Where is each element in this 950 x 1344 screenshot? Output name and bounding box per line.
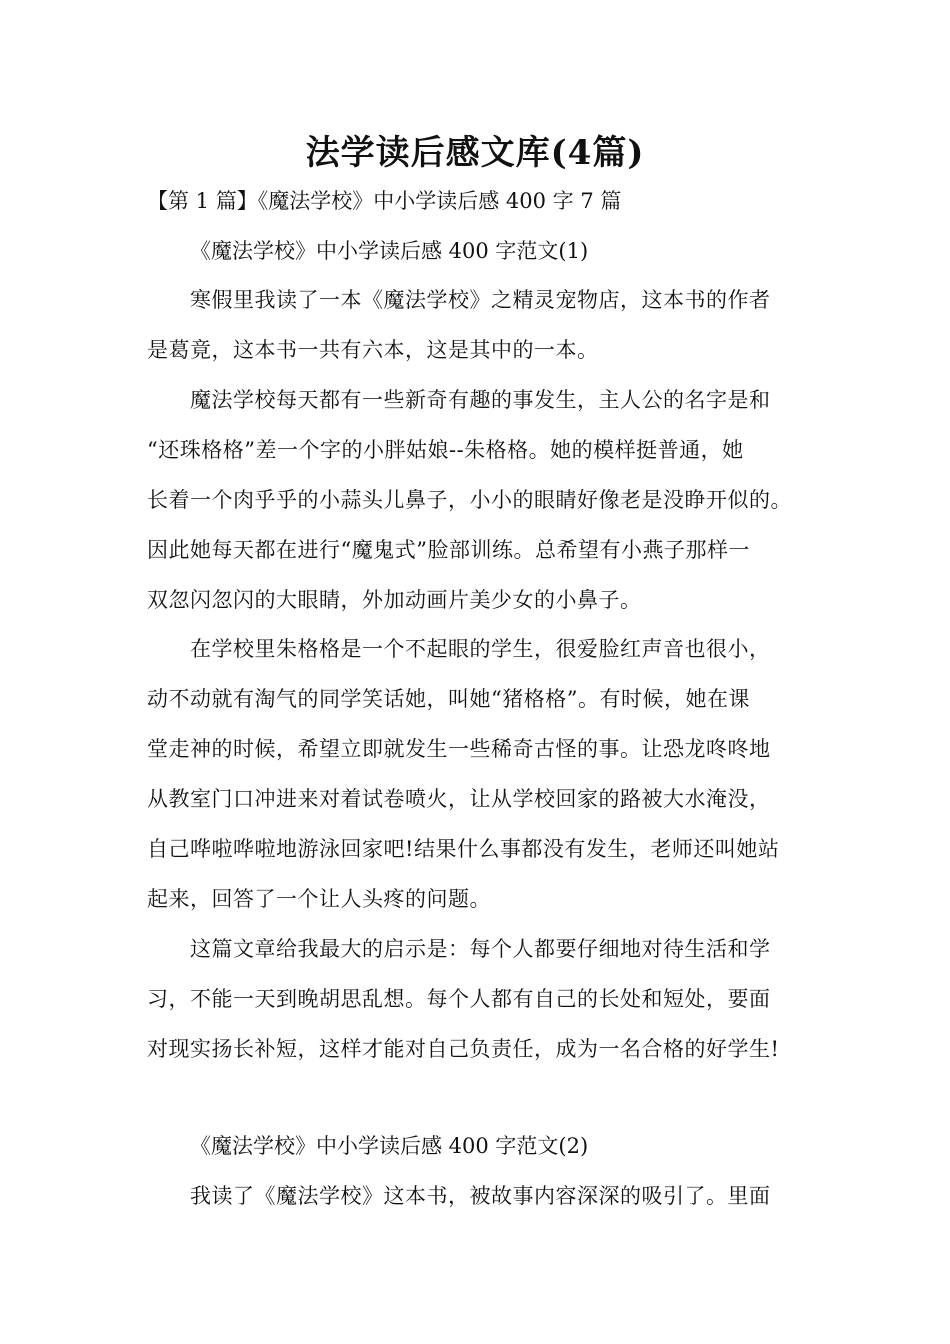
paragraph-line: 长着一个肉乎乎的小蒜头儿鼻子，小小的眼睛好像老是没睁开似的。 [147, 488, 792, 512]
paragraph-line: 我读了《魔法学校》这本书，被故事内容深深的吸引了。里面 [190, 1184, 771, 1208]
paragraph-1 [147, 275, 817, 375]
paragraph-4 [147, 924, 817, 1074]
section-heading: 【第 1 篇】《魔法学校》中小学读后感 400 字 7 篇 [147, 189, 622, 213]
paragraph-line: 双忽闪忽闪的大眼睛，外加动画片美少女的小鼻子。 [147, 588, 642, 612]
paragraph-line: 堂走神的时候，希望立即就发生一些稀奇古怪的事。让恐龙咚咚地 [147, 737, 771, 761]
paragraph-line: 起来，回答了一个让人头疼的问题。 [147, 887, 491, 911]
paragraph-line: 魔法学校每天都有一些新奇有趣的事发生，主人公的名字是和 [190, 388, 771, 412]
paragraph-3 [147, 624, 817, 924]
paragraph-line: 是葛竟，这本书一共有六本，这是其中的一本。 [147, 338, 599, 362]
paragraph-line: 习，不能一天到晚胡思乱想。每个人都有自己的长处和短处，要面 [147, 987, 771, 1011]
paragraph-line: 从教室门口冲进来对着试卷喷火，让从学校回家的路被大水淹没， [147, 787, 771, 811]
paragraph-line: 在学校里朱格格是一个不起眼的学生，很爱脸红声音也很小， [190, 637, 771, 661]
essay-title-1: 《魔法学校》中小学读后感 400 字范文(1) [190, 239, 589, 263]
essay-title-2: 《魔法学校》中小学读后感 400 字范文(2) [190, 1134, 589, 1158]
paragraph-line: 对现实扬长补短，这样才能对自己负责任，成为一名合格的好学生! [147, 1037, 780, 1061]
paragraph-line: “还珠格格”差一个字的小胖姑娘--朱格格。她的模样挺普通，她 [147, 438, 744, 462]
document-title: 法学读后感文库(4篇) [305, 133, 645, 173]
paragraph-5 [147, 1171, 817, 1221]
paragraph-2 [147, 375, 817, 625]
paragraph-line: 寒假里我读了一本《魔法学校》之精灵宠物店，这本书的作者 [190, 288, 771, 312]
paragraph-line: 动不动就有淘气的同学笑话她，叫她“猪格格”。有时候，她在课 [147, 687, 750, 711]
paragraph-line: 这篇文章给我最大的启示是：每个人都要仔细地对待生活和学 [190, 937, 771, 961]
paragraph-line: 因此她每天都在进行“魔鬼式”脸部训练。总希望有小燕子那样一 [147, 538, 750, 562]
paragraph-line: 自己哗啦哗啦地游泳回家吧!结果什么事都没有发生，老师还叫她站 [147, 837, 780, 861]
